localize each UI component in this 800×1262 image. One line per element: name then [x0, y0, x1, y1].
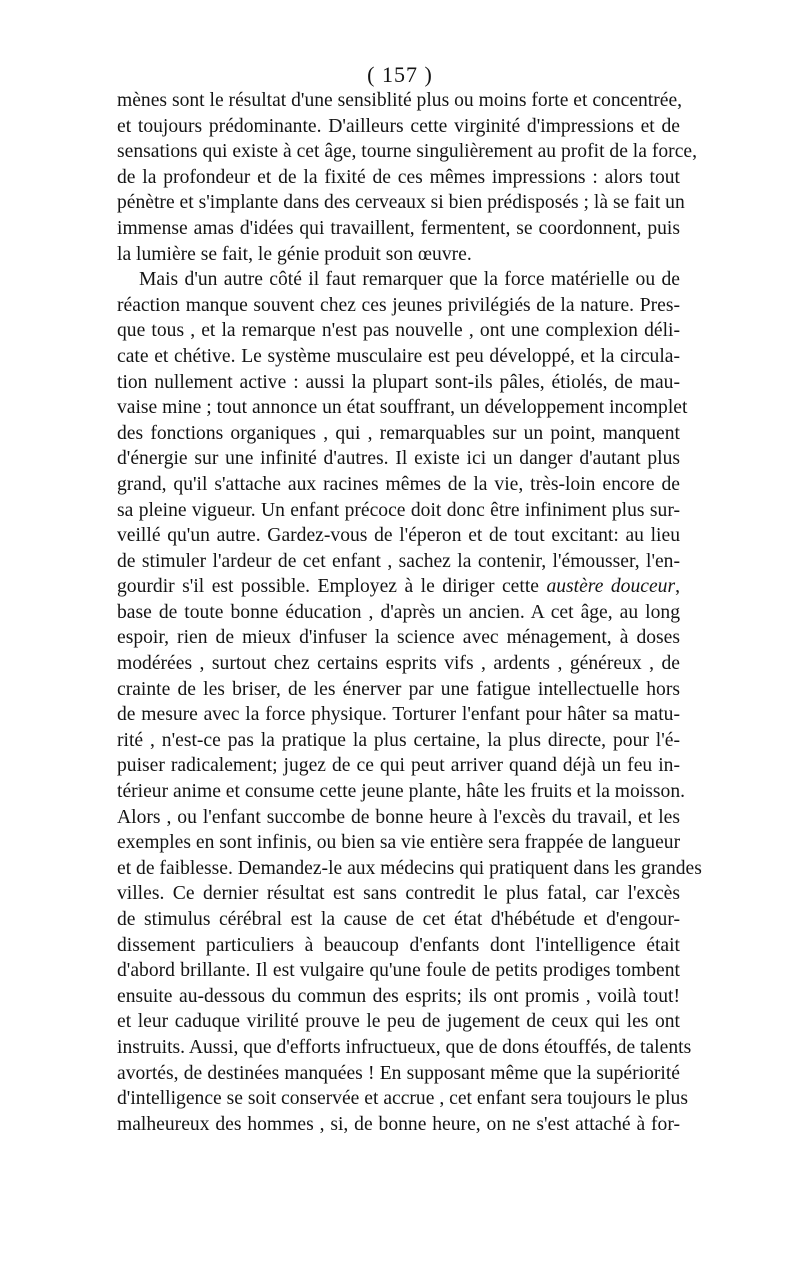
text-line: ensuite au-dessous du commun des esprits; ils ont promis , voilà tout! — [117, 985, 680, 1007]
text-line: cate et chétive. Le système musculaire est peu développé, et la circula- — [117, 345, 680, 367]
text-line: villes. Ce dernier résultat est sans contredit le plus fatal, car l'excès — [117, 883, 680, 905]
text-line: espoir, rien de mieux d'infuser la science avec ménagement, à doses — [117, 627, 680, 649]
text-line-with-italic — [117, 574, 680, 600]
text-line: malheureux des hommes , si, de bonne heure, on ne s'est attaché à for- — [117, 1113, 680, 1135]
text-line: puiser radicalement; jugez de ce qui peut arriver quand déjà un feu in- — [117, 755, 680, 777]
text-line: et leur caduque virilité prouve le peu de jugement de ceux qui les ont — [117, 1011, 680, 1033]
text-line: d'abord brillante. Il est vulgaire qu'une foule de petits prodiges tombent — [117, 960, 680, 982]
text-line: et toujours prédominante. D'ailleurs cette virginité d'impressions et de — [117, 115, 680, 137]
text-line: instruits. Aussi, que d'efforts infructueux, que de dons étouffés, de talents — [117, 1036, 692, 1058]
text-line: vaise mine ; tout annonce un état souffrant, un développement incomplet — [117, 397, 688, 419]
text-line: exemples en sont infinis, ou bien sa vie entière sera frappée de langueur — [117, 832, 681, 854]
text-line: réaction manque souvent chez ces jeunes privilégiés de la nature. Pres- — [117, 294, 680, 316]
italic-phrase: austère douceur — [546, 576, 676, 598]
text-line: Alors , ou l'enfant succombe de bonne heure à l'excès du travail, et les — [117, 806, 680, 828]
text-line: veillé qu'un autre. Gardez-vous de l'éperon et de tout excitant: au lieu — [117, 525, 680, 547]
text-line: modérées , surtout chez certains esprits vifs , ardents , généreux , de — [117, 653, 680, 675]
text-line: grand, qu'il s'attache aux racines mêmes de la vie, très-loin encore de — [117, 473, 680, 495]
text-line: térieur anime et consume cette jeune plante, hâte les fruits et la moisson. — [117, 781, 686, 803]
text-line: des fonctions organiques , qui , remarquables sur un point, manquent — [117, 422, 680, 444]
text-line: la lumière se fait, le génie produit son œuvre. — [117, 243, 472, 265]
text-line: avortés, de destinées manquées ! En supposant même que la supériorité — [117, 1062, 680, 1084]
page-number: ( 157 ) — [367, 62, 433, 87]
text-line: pénètre et s'implante dans des cerveaux si bien prédisposés ; là se fait un — [117, 192, 685, 214]
paragraph-1 — [117, 88, 697, 267]
text-line: mènes sont le résultat d'une sensiblité plus ou moins forte et concentrée, — [117, 90, 683, 111]
text-line: sensations qui existe à cet âge, tourne singulièrement au profit de la force, — [117, 141, 697, 163]
text-line: de mesure avec la force physique. Torturer l'enfant pour hâter sa matu- — [117, 704, 680, 726]
text-line: Mais d'un autre côté il faut remarquer que la force matérielle ou de — [139, 269, 680, 291]
text-line: rité , n'est-ce pas la pratique la plus certaine, la plus directe, pour l'é- — [117, 729, 680, 751]
text-line: crainte de les briser, de les énerver par une fatigue intellectuelle hors — [117, 678, 680, 700]
text-line: de stimulus cérébral est la cause de cet état d'hébétude et d'engour- — [117, 909, 680, 930]
text-line: immense amas d'idées qui travaillent, fermentent, se coordonnent, puis — [117, 217, 680, 239]
text-line: tion nullement active : aussi la plupart sont-ils pâles, étiolés, de mau- — [117, 371, 680, 393]
text-segment: gourdir s'il est possible. Employez à le diriger cette — [117, 576, 547, 598]
text-line: de stimuler l'ardeur de cet enfant , sachez la contenir, l'émousser, l'en- — [117, 550, 680, 572]
text-line: de la profondeur et de la fixité de ces mêmes impressions : alors tout — [117, 166, 680, 188]
text-line: et de faiblesse. Demandez-le aux médecins qui pratiquent dans les grandes — [117, 857, 702, 879]
text-line: d'énergie sur une infinité d'autres. Il existe ici un danger d'autant plus — [117, 448, 680, 470]
text-line: base de toute bonne éducation , d'après un ancien. A cet âge, au long — [117, 601, 680, 623]
text-segment: , — [675, 576, 680, 598]
body-text — [117, 88, 702, 1137]
text-line: d'intelligence se soit conservée et accrue , cet enfant sera toujours le plus — [117, 1088, 688, 1110]
text-line: sa pleine vigueur. Un enfant précoce doit donc être infiniment plus sur- — [117, 499, 680, 521]
text-line: que tous , et la remarque n'est pas nouvelle , ont une complexion déli- — [117, 320, 680, 342]
text-line: dissement particuliers à beaucoup d'enfants dont l'intelligence était — [117, 934, 680, 956]
paragraph-2 — [117, 267, 702, 1137]
